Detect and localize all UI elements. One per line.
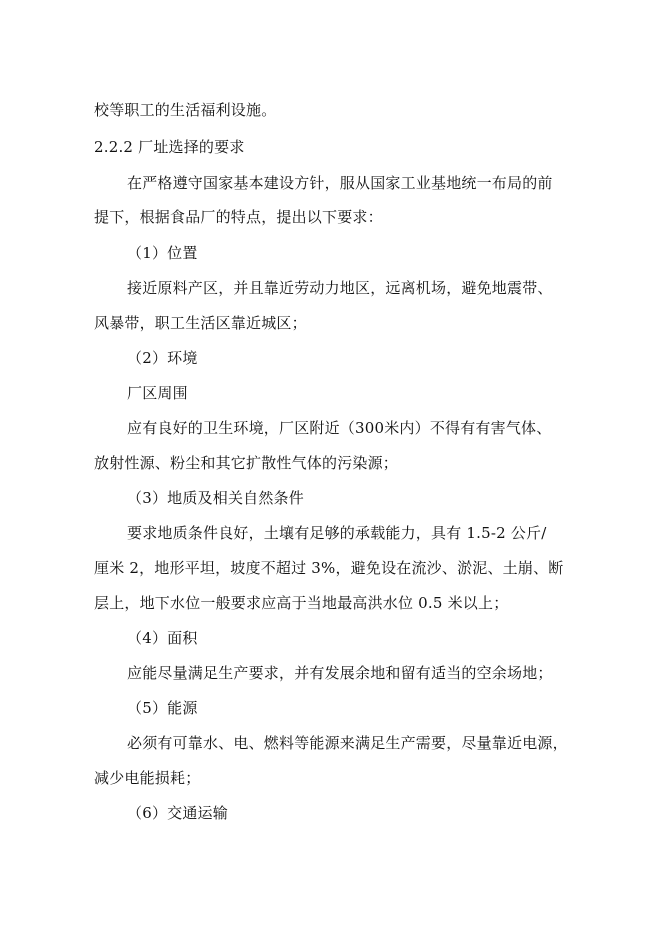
item-heading-energy: （5）能源 [127,699,198,717]
item-heading-location: （1）位置 [127,244,198,262]
paragraph-line: 风暴带，职工生活区靠近城区； [94,314,307,332]
paragraph-line: 厘米 2，地形平坦，坡度不超过 3%，避免设在流沙、淤泥、土崩、断 [94,559,564,577]
paragraph-line: 要求地质条件良好，土壤有足够的承载能力，具有 1.5-2 公斤/ [127,524,547,542]
item-heading-transport: （6）交通运输 [127,804,228,822]
item-heading-environment: （2）环境 [127,349,198,367]
paragraph-line: 提下，根据食品厂的特点，提出以下要求： [94,208,383,226]
paragraph-line: 放射性源、粉尘和其它扩散性气体的污染源； [94,454,399,472]
subheading-line: 厂区周围 [127,384,188,402]
text-line: 校等职工的生活福利设施。 [94,101,277,119]
item-heading-area: （4）面积 [127,629,198,647]
paragraph-line: 在严格遵守国家基本建设方针，服从国家工业基地统一布局的前 [127,174,553,192]
section-heading: 2.2.2 厂址选择的要求 [94,138,245,156]
paragraph-line: 应有良好的卫生环境，厂区附近（300米内）不得有有害气体、 [127,419,552,437]
paragraph-line: 层上，地下水位一般要求应高于当地最高洪水位 0.5 米以上； [94,594,509,612]
paragraph-line: 应能尽量满足生产要求，并有发展余地和留有适当的空余场地； [127,664,553,682]
item-heading-geology: （3）地质及相关自然条件 [127,489,304,507]
paragraph-line: 接近原料产区，并且靠近劳动力地区，远离机场，避免地震带、 [127,279,553,297]
paragraph-line: 必须有可靠水、电、燃料等能源来满足生产需要，尽量靠近电源， [127,734,568,752]
paragraph-line: 减少电能损耗； [94,769,201,787]
